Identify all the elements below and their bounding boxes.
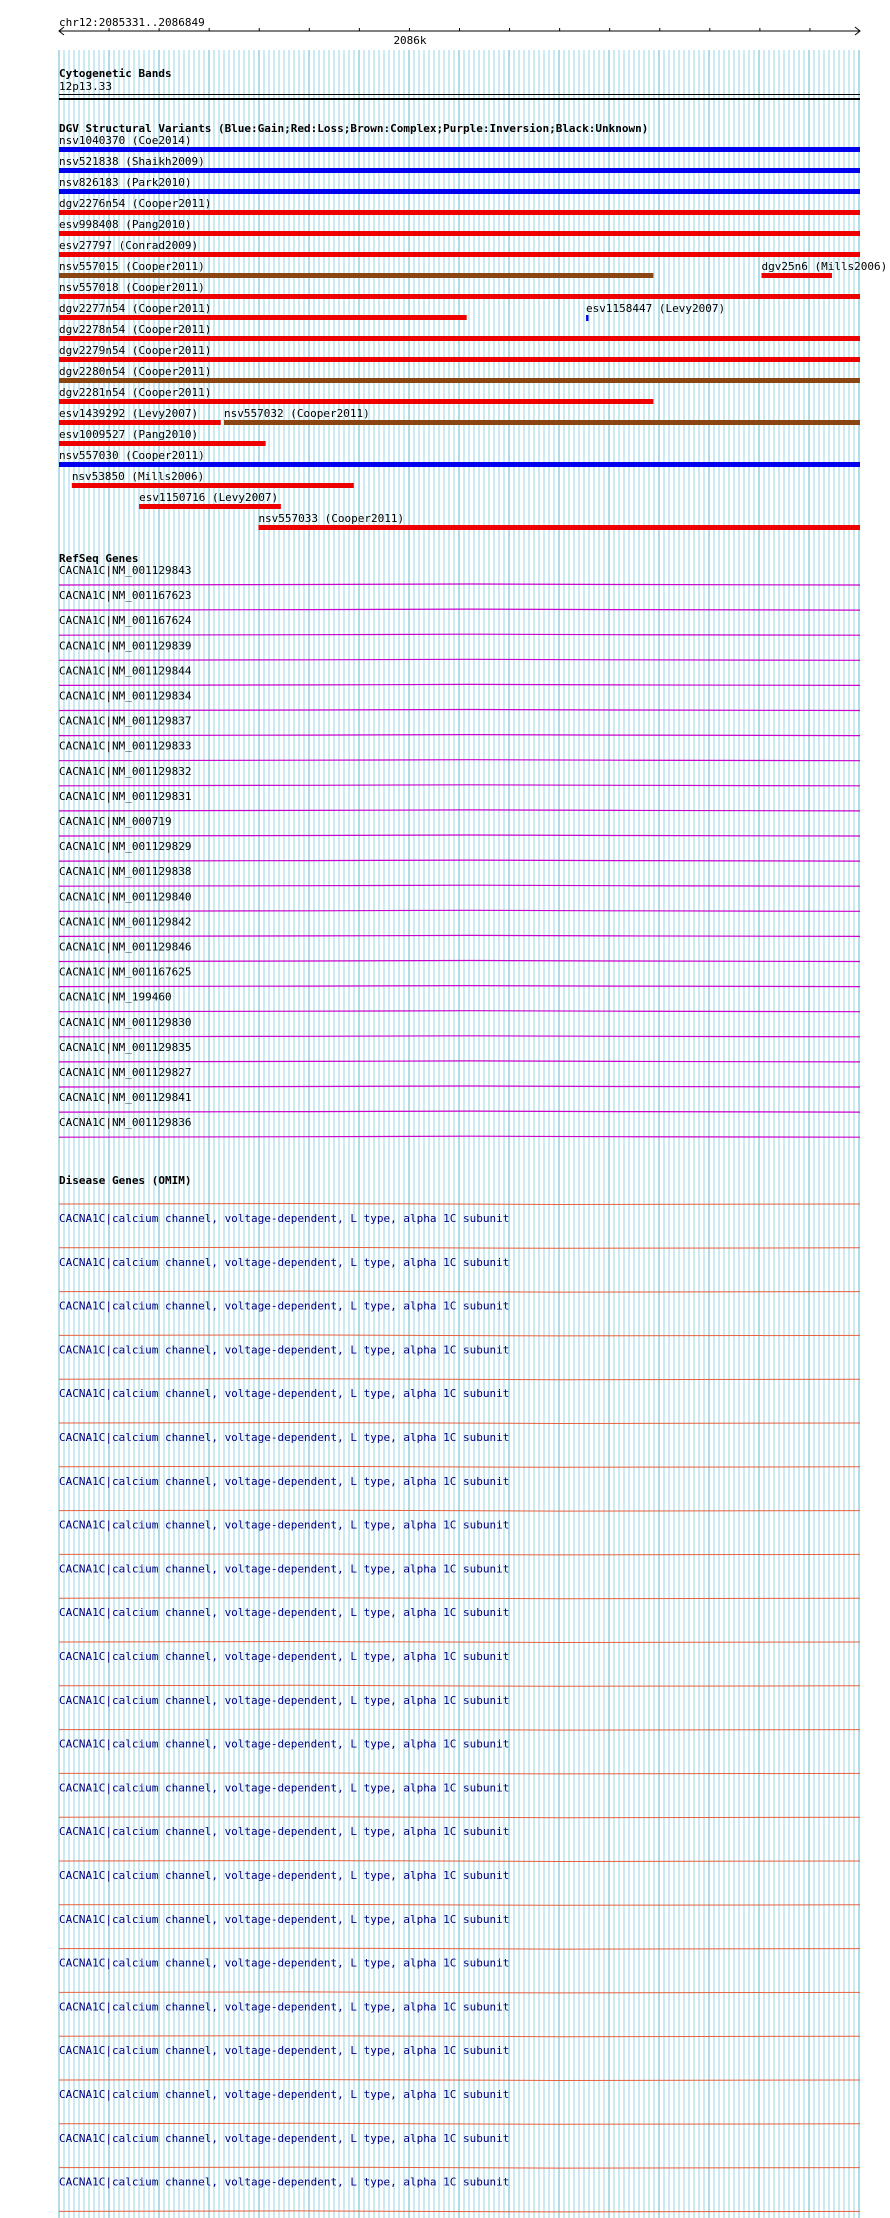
refseq-gene-label[interactable]: CACNA1C|NM_001129839 (59, 639, 192, 653)
omim-gene-label[interactable]: CACNA1C|calcium channel, voltage-dependent, L type, alpha 1C subunit (59, 1212, 510, 1225)
dgv-feature-bar[interactable] (59, 462, 860, 467)
dgv-feature-bar[interactable] (59, 336, 860, 341)
omim-gene-label[interactable]: CACNA1C|calcium channel, voltage-dependent, L type, alpha 1C subunit (59, 1474, 510, 1488)
omim-gene-label[interactable]: CACNA1C|calcium channel, voltage-dependent, L type, alpha 1C subunit (59, 1650, 510, 1663)
dgv-feature-bar[interactable] (224, 420, 860, 425)
dgv-feature-bar[interactable] (72, 483, 354, 488)
refseq-gene-label[interactable]: CACNA1C|NM_001167623 (59, 589, 192, 603)
dgv-feature-label[interactable]: dgv2277n54 (Cooper2011) (59, 302, 212, 315)
dgv-feature-bar[interactable] (586, 315, 588, 321)
refseq-gene-label[interactable]: CACNA1C|NM_001129834 (59, 689, 192, 703)
dgv-feature-bar[interactable] (59, 441, 266, 446)
refseq-gene-label[interactable]: CACNA1C|NM_001129836 (59, 1116, 192, 1130)
dgv-feature-bar[interactable] (59, 231, 860, 236)
ruler-track (59, 16, 860, 47)
refseq-gene-label[interactable]: CACNA1C|NM_000719 (59, 815, 172, 828)
omim-gene-label[interactable]: CACNA1C|calcium channel, voltage-dependent, L type, alpha 1C subunit (59, 2000, 510, 2014)
dgv-track (59, 134, 887, 530)
omim-gene-label[interactable]: CACNA1C|calcium channel, voltage-dependent, L type, alpha 1C subunit (59, 1869, 510, 1882)
refseq-gene-label[interactable]: CACNA1C|NM_001129831 (59, 789, 192, 803)
cytoband-track-title: Cytogenetic Bands (59, 67, 172, 80)
dgv-feature-bar[interactable] (59, 273, 653, 278)
dgv-feature-label[interactable]: nsv557018 (Cooper2011) (59, 281, 205, 294)
ruler-tick-label: 2086k (393, 34, 427, 47)
dgv-feature-label[interactable]: esv998408 (Pang2010) (59, 218, 192, 231)
refseq-gene-label[interactable]: CACNA1C|NM_001129846 (59, 940, 192, 954)
refseq-gene-label[interactable]: CACNA1C|NM_001167625 (59, 965, 192, 979)
dgv-feature-label[interactable]: esv1158447 (Levy2007) (586, 302, 726, 315)
omim-gene-label[interactable]: CACNA1C|calcium channel, voltage-dependent, L type, alpha 1C subunit (59, 2088, 510, 2101)
dgv-feature-bar[interactable] (59, 168, 860, 173)
omim-gene-label[interactable]: CACNA1C|calcium channel, voltage-dependent, L type, alpha 1C subunit (59, 1255, 510, 1269)
refseq-gene-label[interactable]: CACNA1C|NM_001129838 (59, 865, 192, 879)
dgv-feature-bar[interactable] (59, 189, 860, 194)
omim-gene-label[interactable]: CACNA1C|calcium channel, voltage-dependent, L type, alpha 1C subunit (59, 1343, 510, 1357)
omim-gene-label[interactable]: CACNA1C|calcium channel, voltage-dependent, L type, alpha 1C subunit (59, 1912, 510, 1926)
dgv-feature-label[interactable]: dgv2278n54 (Cooper2011) (59, 323, 212, 336)
omim-gene-label[interactable]: CACNA1C|calcium channel, voltage-dependent, L type, alpha 1C subunit (59, 1781, 510, 1795)
omim-gene-label[interactable]: CACNA1C|calcium channel, voltage-dependent, L type, alpha 1C subunit (59, 1825, 510, 1839)
dgv-feature-label[interactable]: nsv557033 (Cooper2011) (258, 512, 405, 525)
dgv-feature-label[interactable]: dgv2276n54 (Cooper2011) (59, 197, 212, 210)
dgv-track-title: DGV Structural Variants (Blue:Gain;Red:Loss;Brown:Complex;Purple:Inversion;Black:Unknown) (59, 122, 649, 135)
refseq-gene-label[interactable]: CACNA1C|NM_001129840 (59, 890, 192, 904)
dgv-feature-bar[interactable] (59, 210, 860, 215)
dgv-feature-label[interactable]: nsv53850 (Mills2006) (71, 470, 205, 483)
cytoband-label[interactable]: 12p13.33 (59, 80, 112, 93)
dgv-feature-bar[interactable] (59, 315, 467, 320)
dgv-feature-bar[interactable] (59, 378, 860, 383)
dgv-feature-bar[interactable] (59, 252, 860, 257)
omim-gene-label[interactable]: CACNA1C|calcium channel, voltage-dependent, L type, alpha 1C subunit (59, 1737, 510, 1751)
refseq-gene-label[interactable]: CACNA1C|NM_001129827 (59, 1066, 192, 1079)
dgv-feature-bar[interactable] (761, 273, 831, 278)
omim-gene-label[interactable]: CACNA1C|calcium channel, voltage-dependent, L type, alpha 1C subunit (59, 2175, 510, 2189)
refseq-gene-label[interactable]: CACNA1C|NM_199460 (59, 990, 172, 1004)
omim-gene-label[interactable]: CACNA1C|calcium channel, voltage-dependent, L type, alpha 1C subunit (59, 1387, 510, 1401)
ruler-region-label: chr12:2085331..2086849 (59, 16, 205, 29)
refseq-gene-label[interactable]: CACNA1C|NM_001129830 (59, 1015, 192, 1029)
dgv-feature-label[interactable]: dgv25n6 (Mills2006) (761, 260, 888, 273)
omim-gene-label[interactable]: CACNA1C|calcium channel, voltage-dependent, L type, alpha 1C subunit (59, 2044, 510, 2058)
refseq-gene-label[interactable]: CACNA1C|NM_001129833 (59, 739, 192, 753)
refseq-gene-label[interactable]: CACNA1C|NM_001129843 (59, 564, 192, 577)
dgv-feature-label[interactable]: nsv557032 (Cooper2011) (224, 407, 370, 420)
omim-gene-label[interactable]: CACNA1C|calcium channel, voltage-dependent, L type, alpha 1C subunit (59, 1518, 510, 1532)
omim-gene-label[interactable]: CACNA1C|calcium channel, voltage-dependent, L type, alpha 1C subunit (59, 1693, 510, 1707)
cytoband-line-top (59, 94, 860, 95)
dgv-feature-bar[interactable] (59, 399, 653, 404)
refseq-gene-label[interactable]: CACNA1C|NM_001129829 (59, 840, 192, 854)
dgv-feature-label[interactable]: dgv2281n54 (Cooper2011) (59, 386, 212, 399)
dgv-feature-label[interactable]: dgv2279n54 (Cooper2011) (59, 344, 212, 357)
omim-gene-label[interactable]: CACNA1C|calcium channel, voltage-dependent, L type, alpha 1C subunit (59, 1606, 510, 1620)
dgv-feature-label[interactable]: esv1150716 (Levy2007) (139, 491, 279, 504)
cytoband-line-bottom (59, 98, 860, 100)
dgv-feature-label[interactable]: nsv557030 (Cooper2011) (59, 449, 205, 462)
dgv-feature-label[interactable]: nsv826183 (Park2010) (59, 176, 192, 189)
omim-gene-label[interactable]: CACNA1C|calcium channel, voltage-dependent, L type, alpha 1C subunit (59, 1431, 510, 1444)
dgv-feature-bar[interactable] (59, 420, 221, 425)
refseq-gene-label[interactable]: CACNA1C|NM_001129842 (59, 915, 192, 929)
refseq-gene-label[interactable]: CACNA1C|NM_001129832 (59, 764, 192, 778)
refseq-gene-label[interactable]: CACNA1C|NM_001129835 (59, 1040, 192, 1054)
omim-gene-label[interactable]: CACNA1C|calcium channel, voltage-dependent, L type, alpha 1C subunit (59, 1956, 510, 1970)
dgv-feature-bar[interactable] (59, 294, 860, 299)
dgv-feature-bar[interactable] (139, 504, 281, 509)
refseq-gene-label[interactable]: CACNA1C|NM_001129841 (59, 1091, 192, 1105)
refseq-gene-label[interactable]: CACNA1C|NM_001129837 (59, 714, 192, 728)
dgv-feature-label[interactable]: esv1009527 (Pang2010) (59, 428, 199, 441)
dgv-feature-bar[interactable] (258, 525, 860, 530)
dgv-feature-label[interactable]: esv1439292 (Levy2007) (59, 407, 199, 420)
refseq-gene-label[interactable]: CACNA1C|NM_001129844 (59, 664, 192, 678)
dgv-feature-label[interactable]: nsv557015 (Cooper2011) (59, 260, 205, 273)
dgv-feature-bar[interactable] (59, 147, 860, 152)
omim-gene-label[interactable]: CACNA1C|calcium channel, voltage-dependent, L type, alpha 1C subunit (59, 1299, 510, 1313)
dgv-feature-bar[interactable] (59, 357, 860, 362)
omim-track-title: Disease Genes (OMIM) (59, 1174, 192, 1187)
omim-gene-label[interactable]: CACNA1C|calcium channel, voltage-dependent, L type, alpha 1C subunit (59, 2131, 510, 2145)
dgv-feature-label[interactable]: esv27797 (Conrad2009) (59, 239, 199, 252)
omim-gene-label[interactable]: CACNA1C|calcium channel, voltage-dependent, L type, alpha 1C subunit (59, 1562, 510, 1576)
dgv-feature-label[interactable]: nsv1040370 (Coe2014) (59, 134, 192, 147)
refseq-gene-label[interactable]: CACNA1C|NM_001167624 (59, 614, 192, 628)
dgv-feature-label[interactable]: dgv2280n54 (Cooper2011) (59, 365, 212, 378)
dgv-feature-label[interactable]: nsv521838 (Shaikh2009) (59, 155, 205, 168)
refseq-track-title: RefSeq Genes (59, 552, 139, 565)
